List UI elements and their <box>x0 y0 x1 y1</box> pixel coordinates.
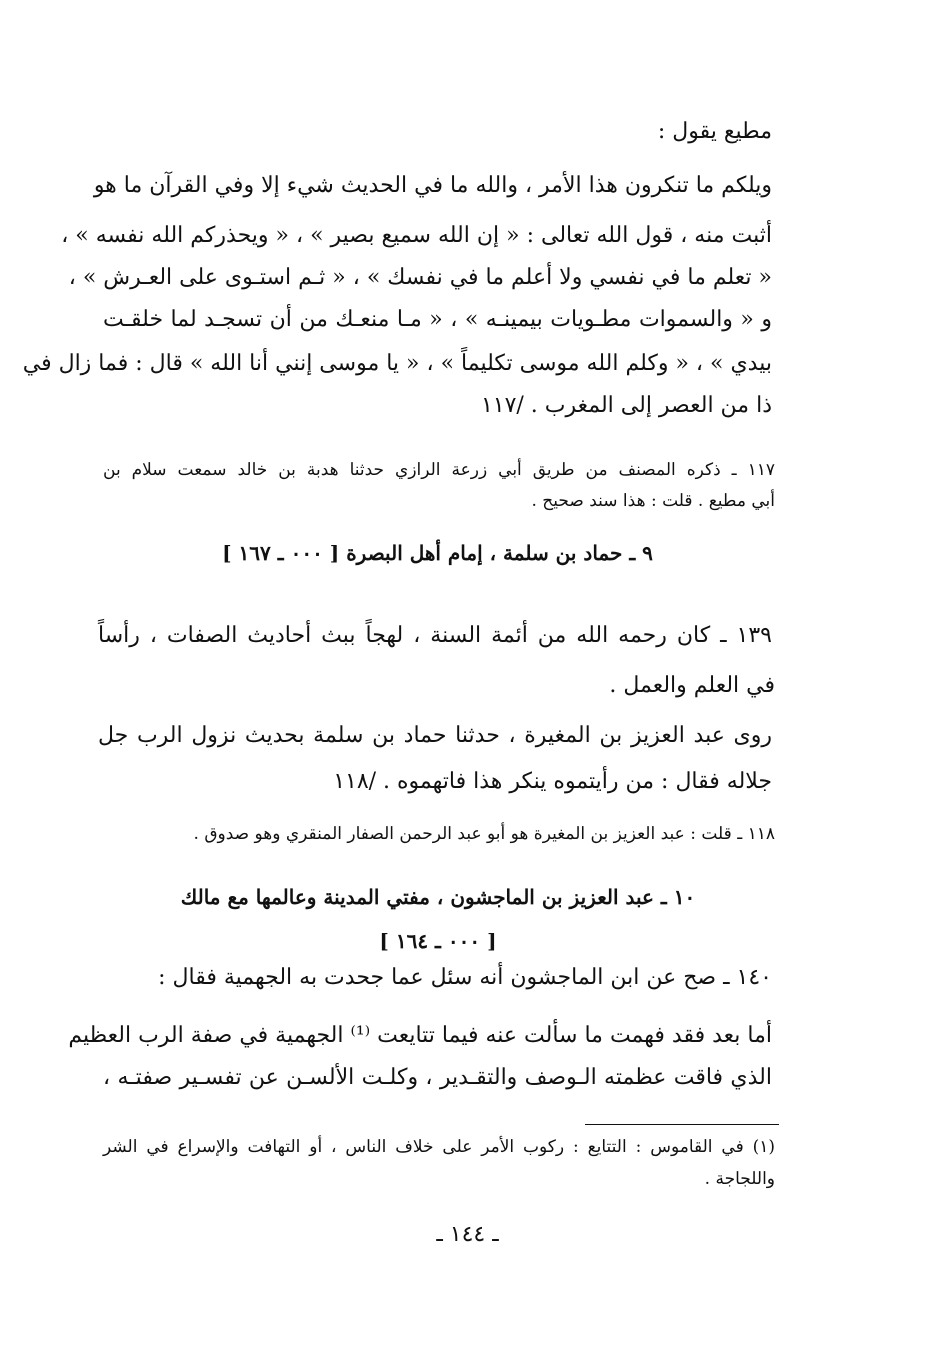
paragraph-139-line: في العلم والعمل . <box>609 673 775 698</box>
page-number: ـ ١٤٤ ـ <box>436 1222 499 1247</box>
text-line: مطيع يقول : <box>657 119 772 144</box>
section-heading-9: ٩ ـ حماد بن سلمة ، إمام أهل البصرة [ ٠٠٠ ـ ١٦٧ ] <box>222 541 653 565</box>
paragraph-text-line: أما بعد فقد فهمت ما سألت عنه فيما تتايعت ⁽¹⁾ الجهمية في صفة الرب العظيم <box>68 1023 772 1048</box>
section-heading-10: ١٠ ـ عبد العزيز بن الماجشون ، مفتي المدينة وعالمها مع مالك <box>180 885 696 909</box>
text-line: ويلكم ما تنكرون هذا الأمر ، والله ما في الحديث شيء إلا وفي القرآن ما هو <box>93 173 772 198</box>
text-line: أثبت منه ، قول الله تعالى : « إن الله سميع بصير » ، « ويحذركم الله نفسه » ، <box>61 223 772 248</box>
footnote-117-line: ١١٧ ـ ذكره المصنف من طريق أبي زرعة الرازي حدثنا هدبة بن خالد سمعت سلام بن <box>103 460 775 480</box>
footnote-117-line: أبي مطيع . قلت : هذا سند صحيح . <box>531 491 775 511</box>
footnote-separator <box>585 1124 779 1125</box>
footnote-118-line: ١١٨ ـ قلت : عبد العزيز بن المغيرة هو أبو عبد الرحمن الصفار المنقري وهو صدوق . <box>193 824 775 844</box>
text-line: « تعلم ما في نفسي ولا أعلم ما في نفسك » ، « ثـم استـوى على العـرش » ، <box>68 265 772 290</box>
text-line: ذا من العصر إلى المغرب . /١١٧ <box>480 393 772 418</box>
paragraph-118-line: جلاله فقال : من رأيتموه ينكر هذا فاتهموه . /١١٨ <box>333 769 772 794</box>
paragraph-139-line: ١٣٩ ـ كان رحمه الله من أئمة السنة ، لهجاً ببث أحاديث الصفات ، رأساً <box>98 623 772 648</box>
section-heading-10-dates: [ ٠٠٠ ـ ١٦٤ ] <box>379 929 497 953</box>
text-line: بيدي » ، « وكلم الله موسى تكليماً » ، « يا موسى إنني أنا الله » قال : فما زال في <box>22 351 772 376</box>
paragraph-text-line: الذي فاقت عظمته الـوصف والتقـدير ، وكلـت الألسـن عن تفسـير صفتـه ، <box>103 1065 772 1090</box>
paragraph-118-line: روى عبد العزيز بن المغيرة ، حدثنا حماد بن سلمة بحديث نزول الرب جل <box>98 723 772 748</box>
paragraph-140-line: ١٤٠ ـ صح عن ابن الماجشون أنه سئل عما جحدت به الجهمية فقال : <box>158 965 772 990</box>
footnote-1-line: (١) في القاموس : التتايع : ركوب الأمر على خلاف الناس ، أو التهافت والإسراع في الشر <box>103 1137 775 1157</box>
text-line: و « والسموات مطـويات بيمينـه » ، « مـا منعـك من أن تسجـد لما خلقـت <box>103 307 772 332</box>
footnote-1-line: واللجاجة . <box>704 1169 775 1189</box>
